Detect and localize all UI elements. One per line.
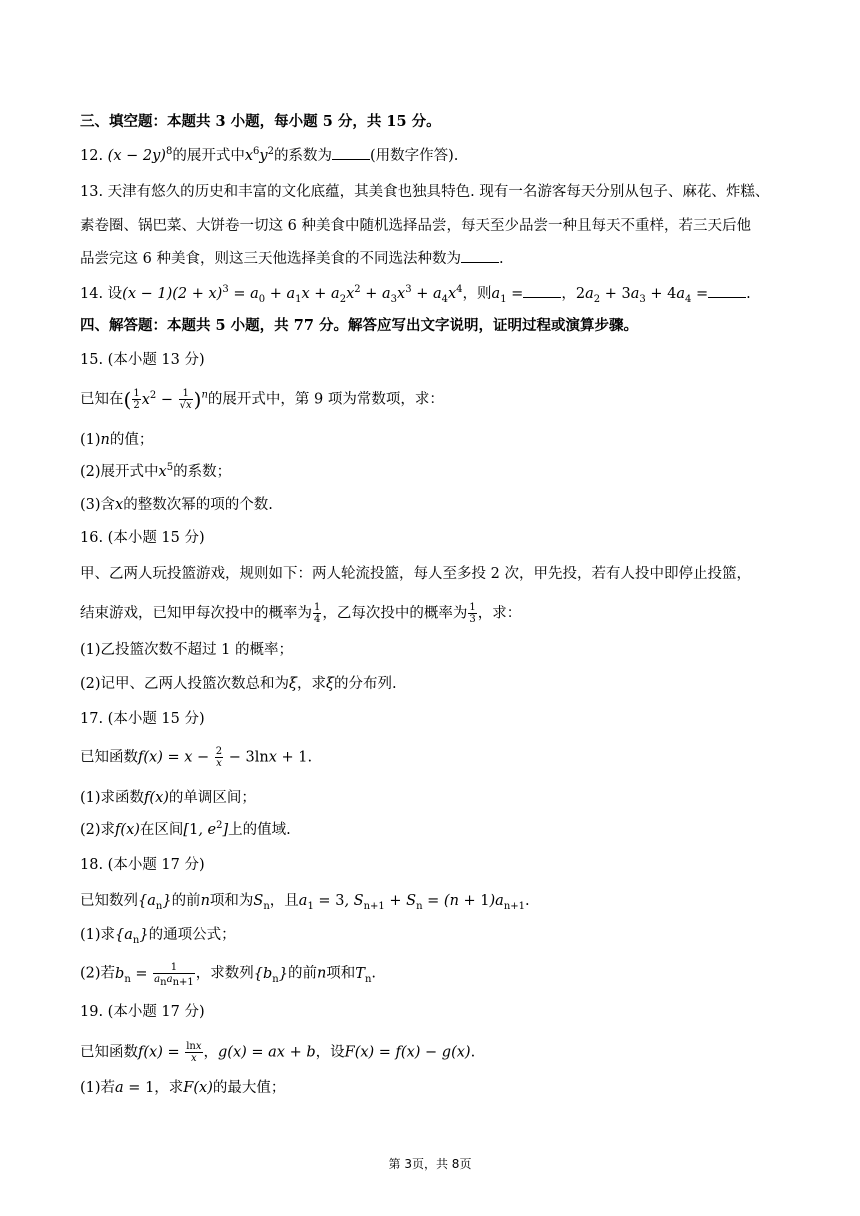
answer-blank[interactable] [708,284,746,298]
question-15-heading: 15. (本小题 13 分) [80,352,205,368]
page-footer: 第 3页，共 8页 [388,1157,472,1171]
question-17-stem: 已知函数f(x) = x − $\frac{2}{x}$ − 3lnx + 1. [80,746,313,769]
question-16-part-1: (1)乙投篮次数不超过 1 的概率； [80,642,293,658]
question-16-line-1: 甲、乙两人玩投篮游戏，规则如下：两人轮流投篮，每人至多投 2 次，甲先投，若有人投中即停止投篮， [80,566,751,582]
question-13-line-3: 品尝完这 6 种美食，则这三天他选择美食的不同选法种数为 . [80,251,504,267]
question-17-heading: 17. (本小题 15 分) [80,711,205,727]
section-4-heading: 四、解答题：本题共 5 小题，共 77 分。解答应写出文字说明，证明过程或演算步骤。 [80,317,638,334]
question-12: 12. $(x - 2y)^8$的展开式中$x^6y^2$的系数为 (用数字作答). [80,146,459,164]
question-18-stem: 已知数列$\{a_n\}$的前n项和为$S_n$，且$a_1 = 3$, $S_{n+1} + S_n = (n + 1)a_{n+1}$. [80,893,530,912]
answer-blank[interactable] [461,249,499,263]
question-16-part-2: (2)记甲、乙两人投篮次数总和为ξ，求ξ的分布列. [80,676,397,692]
question-13-line-2: 素卷圈、锅巴菜、大饼卷一切这 6 种美食中随机选择品尝，每天至少品尝一种且每天不重样，若三天后他 [80,218,751,234]
question-19-heading: 19. (本小题 17 分) [80,1004,205,1020]
question-18-part-2: (2)若$b_n$ = $\frac{1}{a_na_{n+1}}$ ，求数列$\{b_n\}$的前n项和$T_n$. [80,962,377,988]
answer-blank[interactable] [523,284,561,298]
question-19-stem: 已知函数f(x) = $\frac{\ln x}{x}$ ，g(x) = ax + b，设F(x) = f(x) − g(x). [80,1041,476,1064]
question-15-part-3: (3)含x的整数次幂的项的个数. [80,497,273,513]
question-17-part-2: (2)求f(x)在区间[1, $e^2$]上的值域. [80,820,291,838]
question-18-part-1: (1)求$\{a_n\}$的通项公式； [80,927,236,946]
question-15-stem: 已知在( $\frac{1}{2}$ $x^2$ − $\frac{1}{√x}$ )$^n$的展开式中，第 9 项为常数项，求： [80,387,444,412]
question-15-part-1: (1)n的值； [80,432,154,448]
question-15-part-2: (2)展开式中$x^5$的系数； [80,462,232,480]
question-14: 14. 设$(x - 1)(2 + x)^3 = a_0 + a_1x + a_2x^2 + a_3x^3 + a_4x^4$，则$a_1$ = ，$2a_2 + 3a_3 + 4a_4$ = . [80,284,751,305]
answer-blank[interactable] [332,146,370,160]
question-18-heading: 18. (本小题 17 分) [80,857,205,873]
section-3-heading: 三、填空题：本题共 3 小题，每小题 5 分，共 15 分。 [80,113,441,130]
question-16-line-2: 结束游戏，已知甲每次投中的概率为 $\frac{1}{4}$ ，乙每次投中的概率为 $\frac{1}{3}$ ，求： [80,602,522,625]
question-19-part-1: (1)若a = 1，求F(x)的最大值； [80,1080,286,1096]
question-17-part-1: (1)求函数f(x)的单调区间； [80,790,256,806]
question-16-heading: 16. (本小题 15 分) [80,530,205,546]
question-13-line-1: 13. 天津有悠久的历史和丰富的文化底蕴，其美食也独具特色. 现有一名游客每天分别从包子、麻花、炸糕、 [80,184,770,200]
